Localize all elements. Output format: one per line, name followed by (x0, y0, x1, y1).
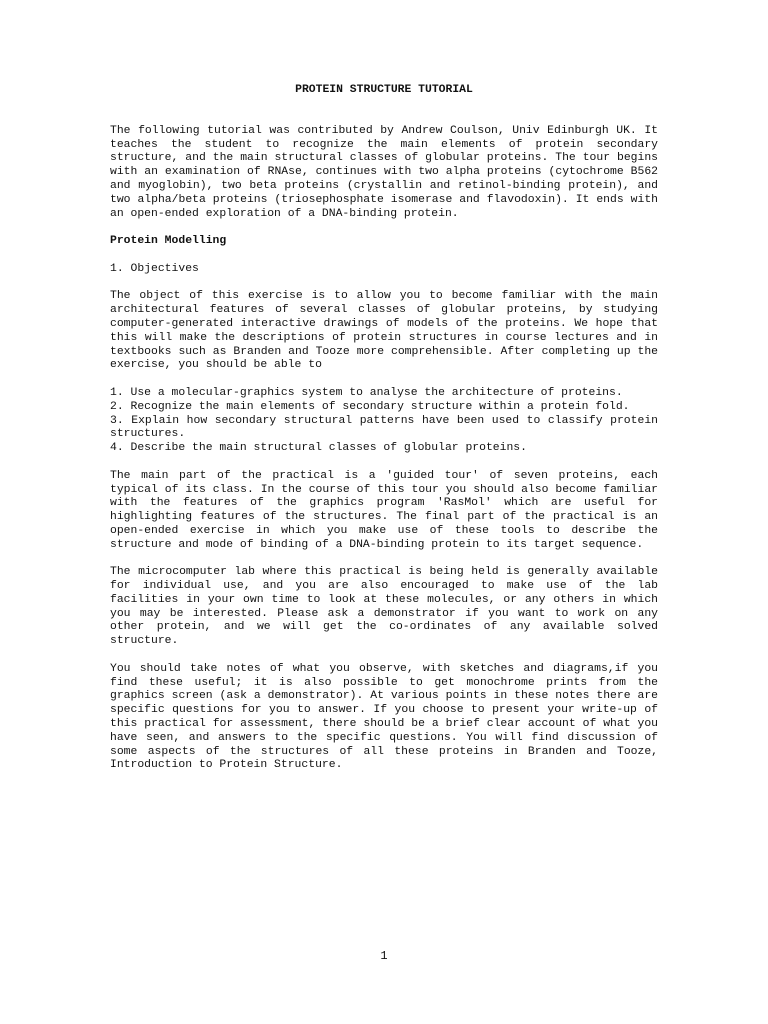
page-number: 1 (380, 949, 388, 963)
notes-paragraph: You should take notes of what you observe, with sketches and diagrams,if you find these useful; it is also possible to get monochrome prints from the graphics screen (ask a demonstrator). At various points in these notes there are specific questions for you to answer. If you choose to present your write-up of this practical for assessment, there should be a brief clear account of what you have seen, and answers to the specific questions. You will find discussion of some aspects of the structures of all these proteins in Branden and Tooze, Introduction to Protein Structure. (110, 662, 658, 772)
document-title: PROTEIN STRUCTURE TUTORIAL (295, 84, 473, 96)
objectives-subheading: 1. Objectives (110, 262, 199, 275)
objectives-paragraph: The object of this exercise is to allow you to become familiar with the main architectural features of several classes of globular proteins, by studying computer-generated interactive drawings of models of the proteins. We hope that this will make the descriptions of protein structures in course lectures and in textbooks such as Branden and Tooze more comprehensible. After completing up the exercise, you should be able to (110, 290, 658, 372)
guided-tour-paragraph: The main part of the practical is a 'guided tour' of seven proteins, each typical of its class. In the course of this tour you should also become familiar with the features of the graphics program 'RasMol' which are useful for highlighting features of the structures. The final part of the practical is an open-ended exercise in which you make use of these tools to describe the structure and mode of binding of a DNA-binding protein to its target sequence. (110, 469, 658, 551)
list-item: 3. Explain how secondary structural patterns have been used to classify protein structures. (110, 414, 658, 441)
list-item: 2. Recognize the main elements of secondary structure within a protein fold. (110, 400, 630, 413)
lab-paragraph: The microcomputer lab where this practical is being held is generally available for individual use, and you are also encouraged to make use of the lab facilities in your own time to look at these molecules, or any others in which you may be interested. Please ask a demonstrator if you want to work on any other protein, and we will get the co-ordinates of any available solved structure. (110, 566, 658, 648)
document-page (110, 84, 658, 787)
list-item: 4. Describe the main structural classes of globular proteins. (110, 442, 527, 455)
intro-paragraph: The following tutorial was contributed by Andrew Coulson, Univ Edinburgh UK. It teaches the student to recognize the main elements of protein secondary structure, and the main structural classes of globular proteins. The tour begins with an examination of RNAse, continues with two alpha proteins (cytochrome B562 and myoglobin), two beta proteins (crystallin and retinol-binding protein), and two alpha/beta proteins (triosephosphate isomerase and flavodoxin). It ends with an open-ended exploration of a DNA-binding protein. (110, 124, 658, 220)
section-heading: Protein Modelling (110, 235, 227, 248)
list-item: 1. Use a molecular-graphics system to analyse the architecture of proteins. (110, 386, 623, 399)
objectives-list (110, 387, 658, 456)
